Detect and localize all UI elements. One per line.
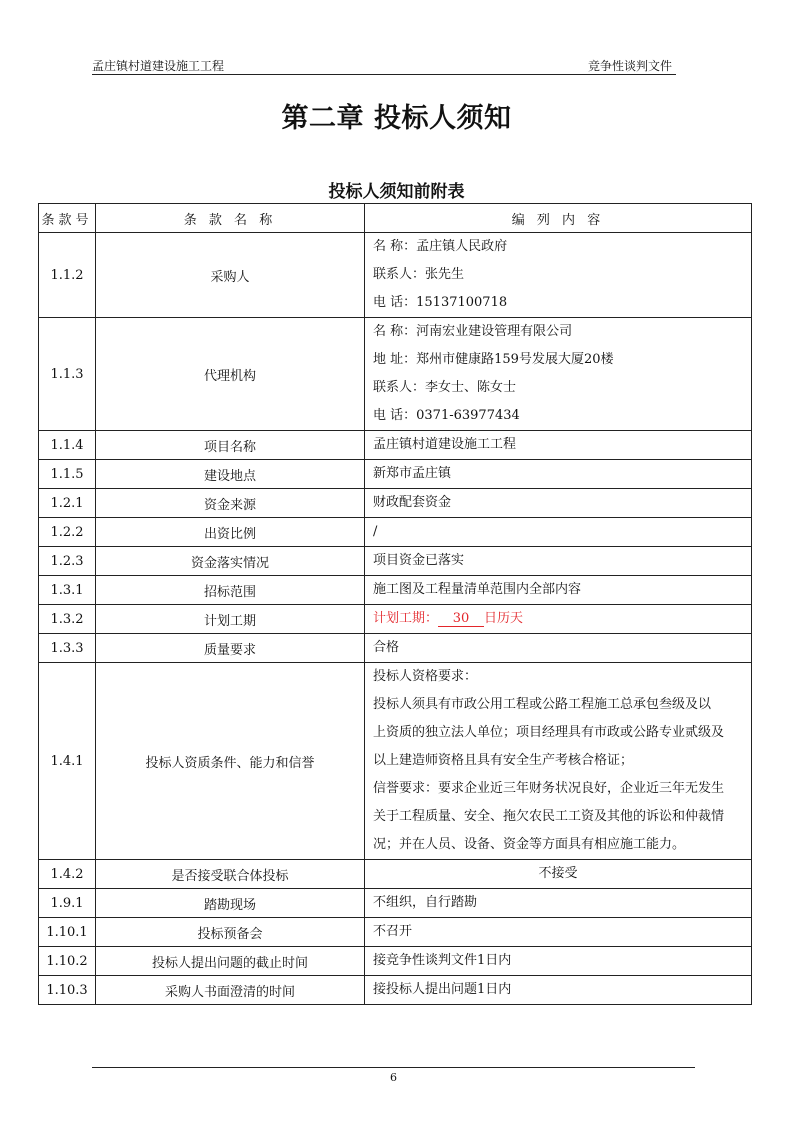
- clause-number: 1.10.2: [39, 947, 96, 976]
- clause-name: 质量要求: [96, 634, 365, 663]
- content-line: 不组织，自行踏勘: [373, 895, 478, 910]
- clause-number: 1.1.2: [39, 233, 96, 318]
- content-line: [373, 605, 751, 633]
- clause-number: 1.1.3: [39, 318, 96, 431]
- table-row: [39, 860, 752, 889]
- content-line: 信誉要求：要求企业近三年财务状况良好，企业近三年无发生: [373, 781, 725, 796]
- table-title: 投标人须知前附表: [328, 182, 465, 202]
- clause-name: 建设地点: [96, 460, 365, 489]
- content-line: 电 话：15137100718: [373, 295, 508, 310]
- page-header: [92, 56, 676, 75]
- clause-name: 采购人书面澄清的时间: [96, 976, 365, 1005]
- content-line: 况；并在人员、设备、资金等方面具有相应施工能力。: [373, 837, 686, 852]
- clause-number: 1.10.1: [39, 918, 96, 947]
- content-line: /: [373, 524, 378, 539]
- clause-content: [365, 976, 752, 1005]
- clause-content: [365, 460, 752, 489]
- clause-content: [365, 233, 752, 318]
- page-footer: [92, 1067, 695, 1084]
- clause-number: 1.10.3: [39, 976, 96, 1005]
- clause-content: [365, 663, 752, 860]
- clause-name: 资金落实情况: [96, 547, 365, 576]
- clause-content: [365, 918, 752, 947]
- content-line: 孟庄镇村道建设施工工程: [373, 437, 517, 452]
- clause-content: [365, 860, 752, 889]
- content-line: 财政配套资金: [373, 495, 452, 510]
- content-line: 关于工程质量、安全、拖欠农民工工资及其他的诉讼和仲裁情: [373, 809, 725, 824]
- table-row: [39, 663, 752, 860]
- clause-number: 1.1.4: [39, 431, 96, 460]
- content-line: 合格: [373, 640, 400, 655]
- content-line: 名 称：河南宏业建设管理有限公司: [373, 324, 573, 339]
- content-line: 电 话：0371-63977434: [373, 408, 520, 423]
- clause-number: 1.2.2: [39, 518, 96, 547]
- table-row: [39, 489, 752, 518]
- clause-content: [365, 431, 752, 460]
- table-row: [39, 576, 752, 605]
- clause-content: [365, 889, 752, 918]
- clause-content: [365, 518, 752, 547]
- table-row: [39, 318, 752, 431]
- content-line: 投标人须具有市政公用工程或公路工程施工总承包叁级及以: [373, 697, 712, 712]
- clause-name: 投标人提出问题的截止时间: [96, 947, 365, 976]
- content-line: 接竞争性谈判文件1日内: [373, 953, 512, 968]
- table-row: [39, 547, 752, 576]
- clause-name: 投标预备会: [96, 918, 365, 947]
- clause-number: 1.3.2: [39, 605, 96, 634]
- clause-name: 采购人: [96, 233, 365, 318]
- header-document-type: 竞争性谈判文件: [587, 59, 672, 73]
- clause-content: [365, 547, 752, 576]
- clause-content: [365, 634, 752, 663]
- column-header-clause-name: 条 款 名 称: [96, 204, 365, 233]
- table-row: [39, 233, 752, 318]
- table-row: [39, 889, 752, 918]
- table-row: [39, 976, 752, 1005]
- clause-name: 计划工期: [96, 605, 365, 634]
- table-row: [39, 634, 752, 663]
- clause-number: 1.4.2: [39, 860, 96, 889]
- clause-content: [365, 489, 752, 518]
- content-line: 项目资金已落实: [373, 553, 465, 568]
- content-line: 不接受: [538, 866, 578, 881]
- clause-content: [365, 576, 752, 605]
- column-header-clause-no: 条款号: [39, 204, 96, 233]
- clause-name: 投标人资质条件、能力和信誉: [96, 663, 365, 860]
- clause-number: 1.4.1: [39, 663, 96, 860]
- content-line: 联系人：张先生: [373, 267, 465, 282]
- content-line: 新郑市孟庄镇: [373, 466, 452, 481]
- clause-name: 出资比例: [96, 518, 365, 547]
- content-line: 不召开: [373, 924, 413, 939]
- clause-number: 1.3.3: [39, 634, 96, 663]
- column-header-content: 编 列 内 容: [365, 204, 752, 233]
- content-line: 联系人：李女士、陈女士: [373, 380, 517, 395]
- content-line: 名 称：孟庄镇人民政府: [373, 239, 508, 254]
- clause-number: 1.9.1: [39, 889, 96, 918]
- page-number: 6: [390, 1071, 397, 1084]
- table-header-row: [39, 204, 752, 233]
- clause-name: 招标范围: [96, 576, 365, 605]
- table-row: [39, 460, 752, 489]
- table-row: [39, 947, 752, 976]
- clause-content: [365, 605, 752, 634]
- period-prefix: 计划工期：: [373, 611, 439, 626]
- clause-content: [365, 947, 752, 976]
- content-line: 接投标人提出问题1日内: [373, 982, 512, 997]
- content-line: 以上建造师资格且具有安全生产考核合格证；: [373, 753, 634, 768]
- clause-name: 项目名称: [96, 431, 365, 460]
- period-days: 30: [438, 612, 484, 627]
- clause-number: 1.1.5: [39, 460, 96, 489]
- clause-name: 代理机构: [96, 318, 365, 431]
- clause-number: 1.2.1: [39, 489, 96, 518]
- clause-name: 踏勘现场: [96, 889, 365, 918]
- content-line: 投标人资格要求：: [373, 669, 478, 684]
- header-project-name: 孟庄镇村道建设施工工程: [92, 59, 225, 73]
- content-line: 施工图及工程量清单范围内全部内容: [373, 582, 582, 597]
- content-line: 上资质的独立法人单位；项目经理具有市政或公路专业贰级及: [373, 725, 725, 740]
- table-row: [39, 431, 752, 460]
- clause-content: [365, 318, 752, 431]
- clause-name: 是否接受联合体投标: [96, 860, 365, 889]
- table-row: [39, 605, 752, 634]
- period-suffix: 日历天: [484, 611, 524, 626]
- clause-number: 1.2.3: [39, 547, 96, 576]
- table-row: [39, 518, 752, 547]
- chapter-title: 第二章 投标人须知: [281, 103, 512, 134]
- clause-name: 资金来源: [96, 489, 365, 518]
- bidder-instructions-table: [38, 203, 752, 1005]
- table-row: [39, 918, 752, 947]
- content-line: 地 址：郑州市健康路159号发展大厦20楼: [373, 352, 614, 367]
- clause-number: 1.3.1: [39, 576, 96, 605]
